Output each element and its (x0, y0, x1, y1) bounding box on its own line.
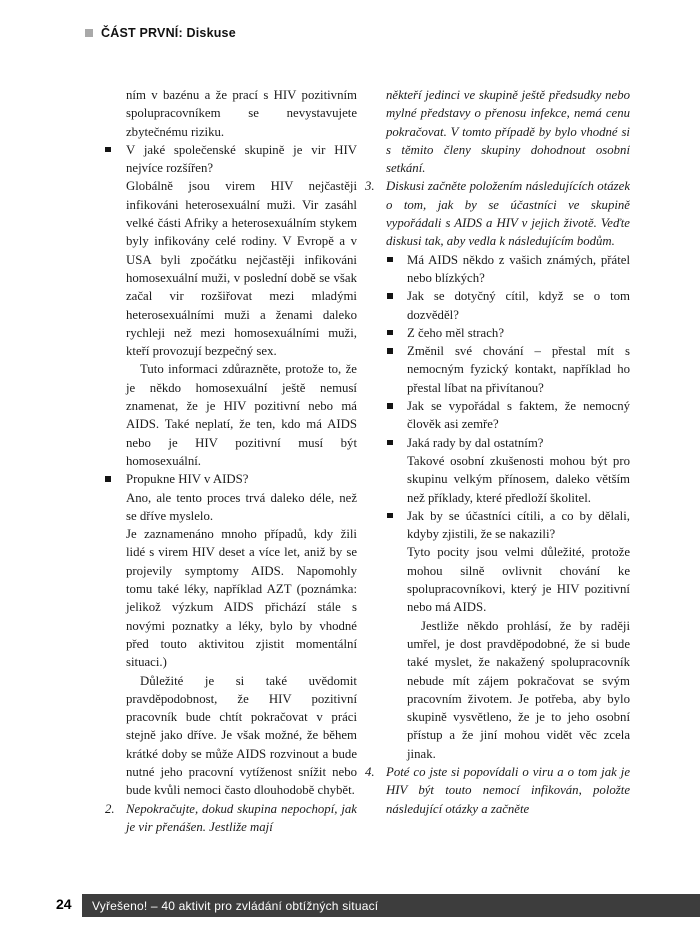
list-number: 2. (105, 801, 115, 816)
paragraph (365, 543, 630, 616)
paragraph-text: Z čeho měl strach? (407, 325, 504, 340)
paragraph (105, 489, 357, 526)
paragraph-text: Globálně jsou virem HIV nejčastěji infikováni heterosexuální muži. Vir zasáhl velké části Afriky a heterosexuálním stykem byly infikovány celé rodiny. V Evropě a v USA byli zpočátku nejčastěji infikováni homosexuální muži, v poslední době se však začal vir rozšiřovat mezi mladými heterosexuálními muži a ženami daleko rychleji než mezi homosexuálními muži, kteří provozují bezpečný sex. (126, 179, 357, 359)
paragraph (105, 525, 357, 671)
paragraph-text: Jaká rady by dal ostatním? (407, 435, 544, 450)
paragraph-text: Tyto pocity jsou velmi důležité, protože mohou silně ovlivnit chování ke spolupracovníkovi, který je HIV pozitivní nebo má AIDS. (407, 545, 630, 615)
bullet-item (365, 434, 630, 452)
bullet-square-icon (387, 440, 393, 446)
paragraph (365, 452, 630, 507)
paragraph-text: Diskusi začněte položením následujících otázek o tom, jak by se účastníci ve skupině vypořádali s AIDS a HIV v jejich životě. Veďte diskusi tak, aby vedla k následujícím bodům. (386, 179, 630, 249)
footer-bar (82, 894, 700, 917)
paragraph-text: Jestliže někdo prohlásí, že by raději umřel, je dost pravděpodobné, že si bude také myslet, že nakažený spolupracovník nebude mít zájem pokračovat se svým pracovním životem. Je potřeba, aby bylo skupině vysvětleno, že je to jeho osobní přístup a že jiní mohou vidět věc zcela jinak. (407, 618, 630, 761)
paragraph (365, 617, 630, 763)
bullet-square-icon (387, 403, 393, 409)
paragraph-text: Propukne HIV v AIDS? (126, 472, 249, 487)
bullet-square-icon (387, 330, 393, 336)
paragraph (105, 177, 357, 360)
paragraph-text: Poté co jste si popovídali o viru a o tom jak je HIV být touto nemocí infikován, položte následující otázky a začněte (386, 764, 630, 816)
section-title: ČÁST PRVNÍ: Diskuse (101, 26, 236, 40)
bullet-square-icon (387, 513, 393, 519)
section-marker-icon (85, 29, 93, 37)
list-number: 3. (365, 179, 375, 194)
bullet-item (365, 342, 630, 397)
bullet-square-icon (105, 476, 111, 482)
bullet-item (105, 470, 357, 488)
paragraph-text: Jak se vypořádal s faktem, že nemocný člověk asi zemře? (407, 399, 630, 432)
paragraph (105, 672, 357, 800)
paragraph (105, 86, 357, 141)
bullet-item (365, 287, 630, 324)
paragraph-text: Ano, ale tento proces trvá daleko déle, než se dříve myslelo. (126, 490, 357, 523)
paragraph-text: Nepokračujte, dokud skupina nepochopí, jak je vir přenášen. Jestliže mají (126, 801, 357, 834)
paragraph-text: Tuto informaci zdůrazněte, protože to, že je někdo homosexuální ještě nemusí znamenat, že je HIV pozitivní nebo má AIDS. Také neplatí, že ten, kdo má AIDS nebo je HIV pozitivní musí být homosexuální. (126, 362, 357, 468)
paragraph (105, 360, 357, 470)
bullet-item (365, 397, 630, 434)
bullet-item (365, 507, 630, 544)
bullet-item (365, 251, 630, 288)
bullet-square-icon (387, 293, 393, 299)
paragraph-text: Je zaznamenáno mnoho případů, kdy žili lidé s virem HIV deset a více let, aniž by se projevily symptomy AIDS. Napomohly tomu také léky, například AZT (poznámka: jelikož výzkum AIDS přichází stále s novými poznatky a léky, bylo by vhodné před touto aktivitou zjistit momentální situaci.) (126, 527, 357, 670)
paragraph-text: Změnil své chování – přestal mít s nemocným fyzický kontakt, například ho přestal líbat na přivítanou? (407, 344, 630, 395)
bullet-item (365, 324, 630, 342)
bullet-square-icon (105, 147, 111, 153)
paragraph-text: někteří jedinci ve skupině ještě předsudky nebo mylné představy o přenosu infekce, nemá cenu pokračovat. V tomto případě by bylo vhodné si s těmito členy skupiny dohodnout osobní setkání. (386, 88, 630, 176)
bullet-item (105, 141, 357, 178)
page-number: 24 (56, 896, 72, 912)
paragraph-text: Jak by se účastníci cítili, a co by dělali, kdyby zjistili, že se nakazili? (407, 508, 630, 542)
numbered-item (365, 177, 630, 250)
paragraph-text: Takové osobní zkušenosti mohou být pro skupinu velkým přínosem, daleko větším než příklady, které předloží školitel. (407, 453, 630, 505)
paragraph-text: Jak se dotyčný cítil, když se o tom dozvěděl? (407, 289, 630, 322)
paragraph-text: Důležité je si také uvědomit pravděpodobnost, že HIV pozitivní pracovník bude chtít pokračovat v práci stejně jako dříve. Je však možné, že během krátké doby se může AIDS rozvinout a bude nutné jeho pracovní vytíženost snížit nebo bude kvůli nemoci často dlouhodobě chybět. (126, 673, 357, 798)
paragraph-text: ním v bazénu a že prací s HIV pozitivním spolupracovníkem se nevystavujete zbytečnému riziku. (126, 88, 357, 139)
paragraph-text: V jaké společenské skupině je vir HIV nejvíce rozšířen? (126, 142, 357, 176)
numbered-item (105, 800, 357, 837)
bullet-square-icon (387, 257, 393, 263)
bullet-square-icon (387, 348, 393, 354)
right-column (365, 86, 630, 892)
paragraph-text: Má AIDS někdo z vašich známých, přátel nebo blízkých? (407, 252, 630, 285)
list-number: 4. (365, 764, 375, 779)
page-body (105, 86, 630, 892)
section-header (85, 26, 236, 40)
paragraph (365, 86, 630, 177)
left-column (105, 86, 357, 892)
footer-title: Vyřešeno! – 40 aktivit pro zvládání obtížných situací (92, 898, 379, 913)
numbered-item (365, 763, 630, 818)
